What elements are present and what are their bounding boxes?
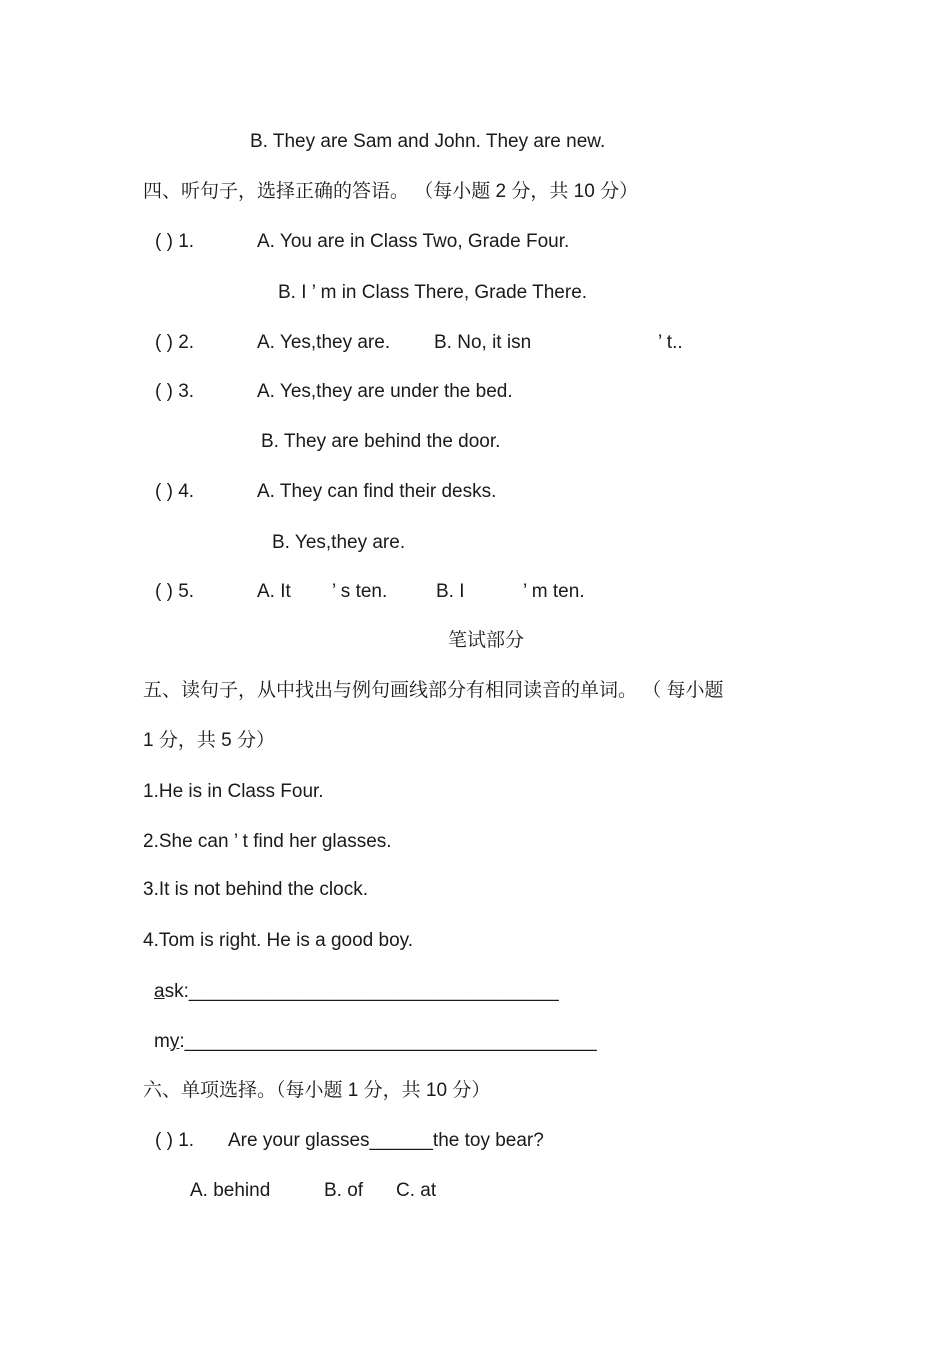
section6-heading: 六、单项选择。（每小题 1 分，共 10 分） <box>143 1080 491 1101</box>
s6-q1-option-a: A. behind <box>190 1180 271 1201</box>
ask-answer-line[interactable] <box>154 980 559 1004</box>
section5-heading-line2: 1 分，共 5 分） <box>143 730 275 751</box>
my-answer-line[interactable] <box>154 1030 597 1054</box>
my-first-letter: m <box>154 1031 170 1052</box>
s4-q5-option-a: A. It <box>257 581 291 602</box>
s4-q1-option-a: A. You are in Class Two, Grade Four. <box>257 231 570 252</box>
s4-q3-option-a: A. Yes,they are under the bed. <box>257 381 513 402</box>
my-underlined-letter: y <box>169 1031 180 1052</box>
s5-sentence-4: 4.Tom is right. He is a good boy. <box>143 930 413 951</box>
s6-q1-option-c: C. at <box>396 1180 437 1201</box>
s4-q1-number: ( ) 1. <box>155 231 195 252</box>
s4-q2-option-b-end: ’ t.. <box>658 332 683 353</box>
section5-heading-line1: 五、读句子，从中找出与例句画线部分有相同读音的单词。 （ 每小题 <box>143 680 724 701</box>
section4-heading: 四、听句子，选择正确的答语。 （每小题 2 分，共 10 分） <box>143 181 639 202</box>
s5-sentence-2: 2.She can ’ t find her glasses. <box>143 831 392 852</box>
s4-q1-option-b: B. I ’ m in Class There, Grade There. <box>278 282 588 303</box>
s4-q4-option-a: A. They can find their desks. <box>257 481 497 502</box>
s4-q5-number: ( ) 5. <box>155 581 195 602</box>
s4-q3-number: ( ) 3. <box>155 381 195 402</box>
s5-sentence-1: 1.He is in Class Four. <box>143 781 324 802</box>
s4-q2-option-b: B. No, it isn <box>434 332 532 353</box>
s4-q4-number: ( ) 4. <box>155 481 195 502</box>
s6-q1-number: ( ) 1. <box>155 1130 195 1151</box>
s4-q5-option-a-end: ’ s ten. <box>332 581 388 602</box>
my-blank: :_______________________________________ <box>179 1031 597 1052</box>
s4-q2-option-a: A. Yes,they are. <box>257 332 391 353</box>
s4-q3-option-b: B. They are behind the door. <box>261 431 501 452</box>
s4-q5-option-b: B. I <box>436 581 465 602</box>
s6-q1-option-b: B. of <box>324 1180 364 1201</box>
s4-q2-number: ( ) 2. <box>155 332 195 353</box>
s4-q4-option-b: B. Yes,they are. <box>272 532 406 553</box>
s4-q5-option-b-end: ’ m ten. <box>523 581 585 602</box>
prev-option-b: B. They are Sam and John. They are new. <box>250 131 606 152</box>
ask-blank: sk:___________________________________ <box>164 981 559 1002</box>
ask-underlined-letter: a <box>154 981 165 1002</box>
s5-sentence-3: 3.It is not behind the clock. <box>143 879 368 900</box>
s6-q1-text: Are your glasses______the toy bear? <box>228 1130 544 1151</box>
written-section-title: 笔试部分 <box>448 630 525 651</box>
